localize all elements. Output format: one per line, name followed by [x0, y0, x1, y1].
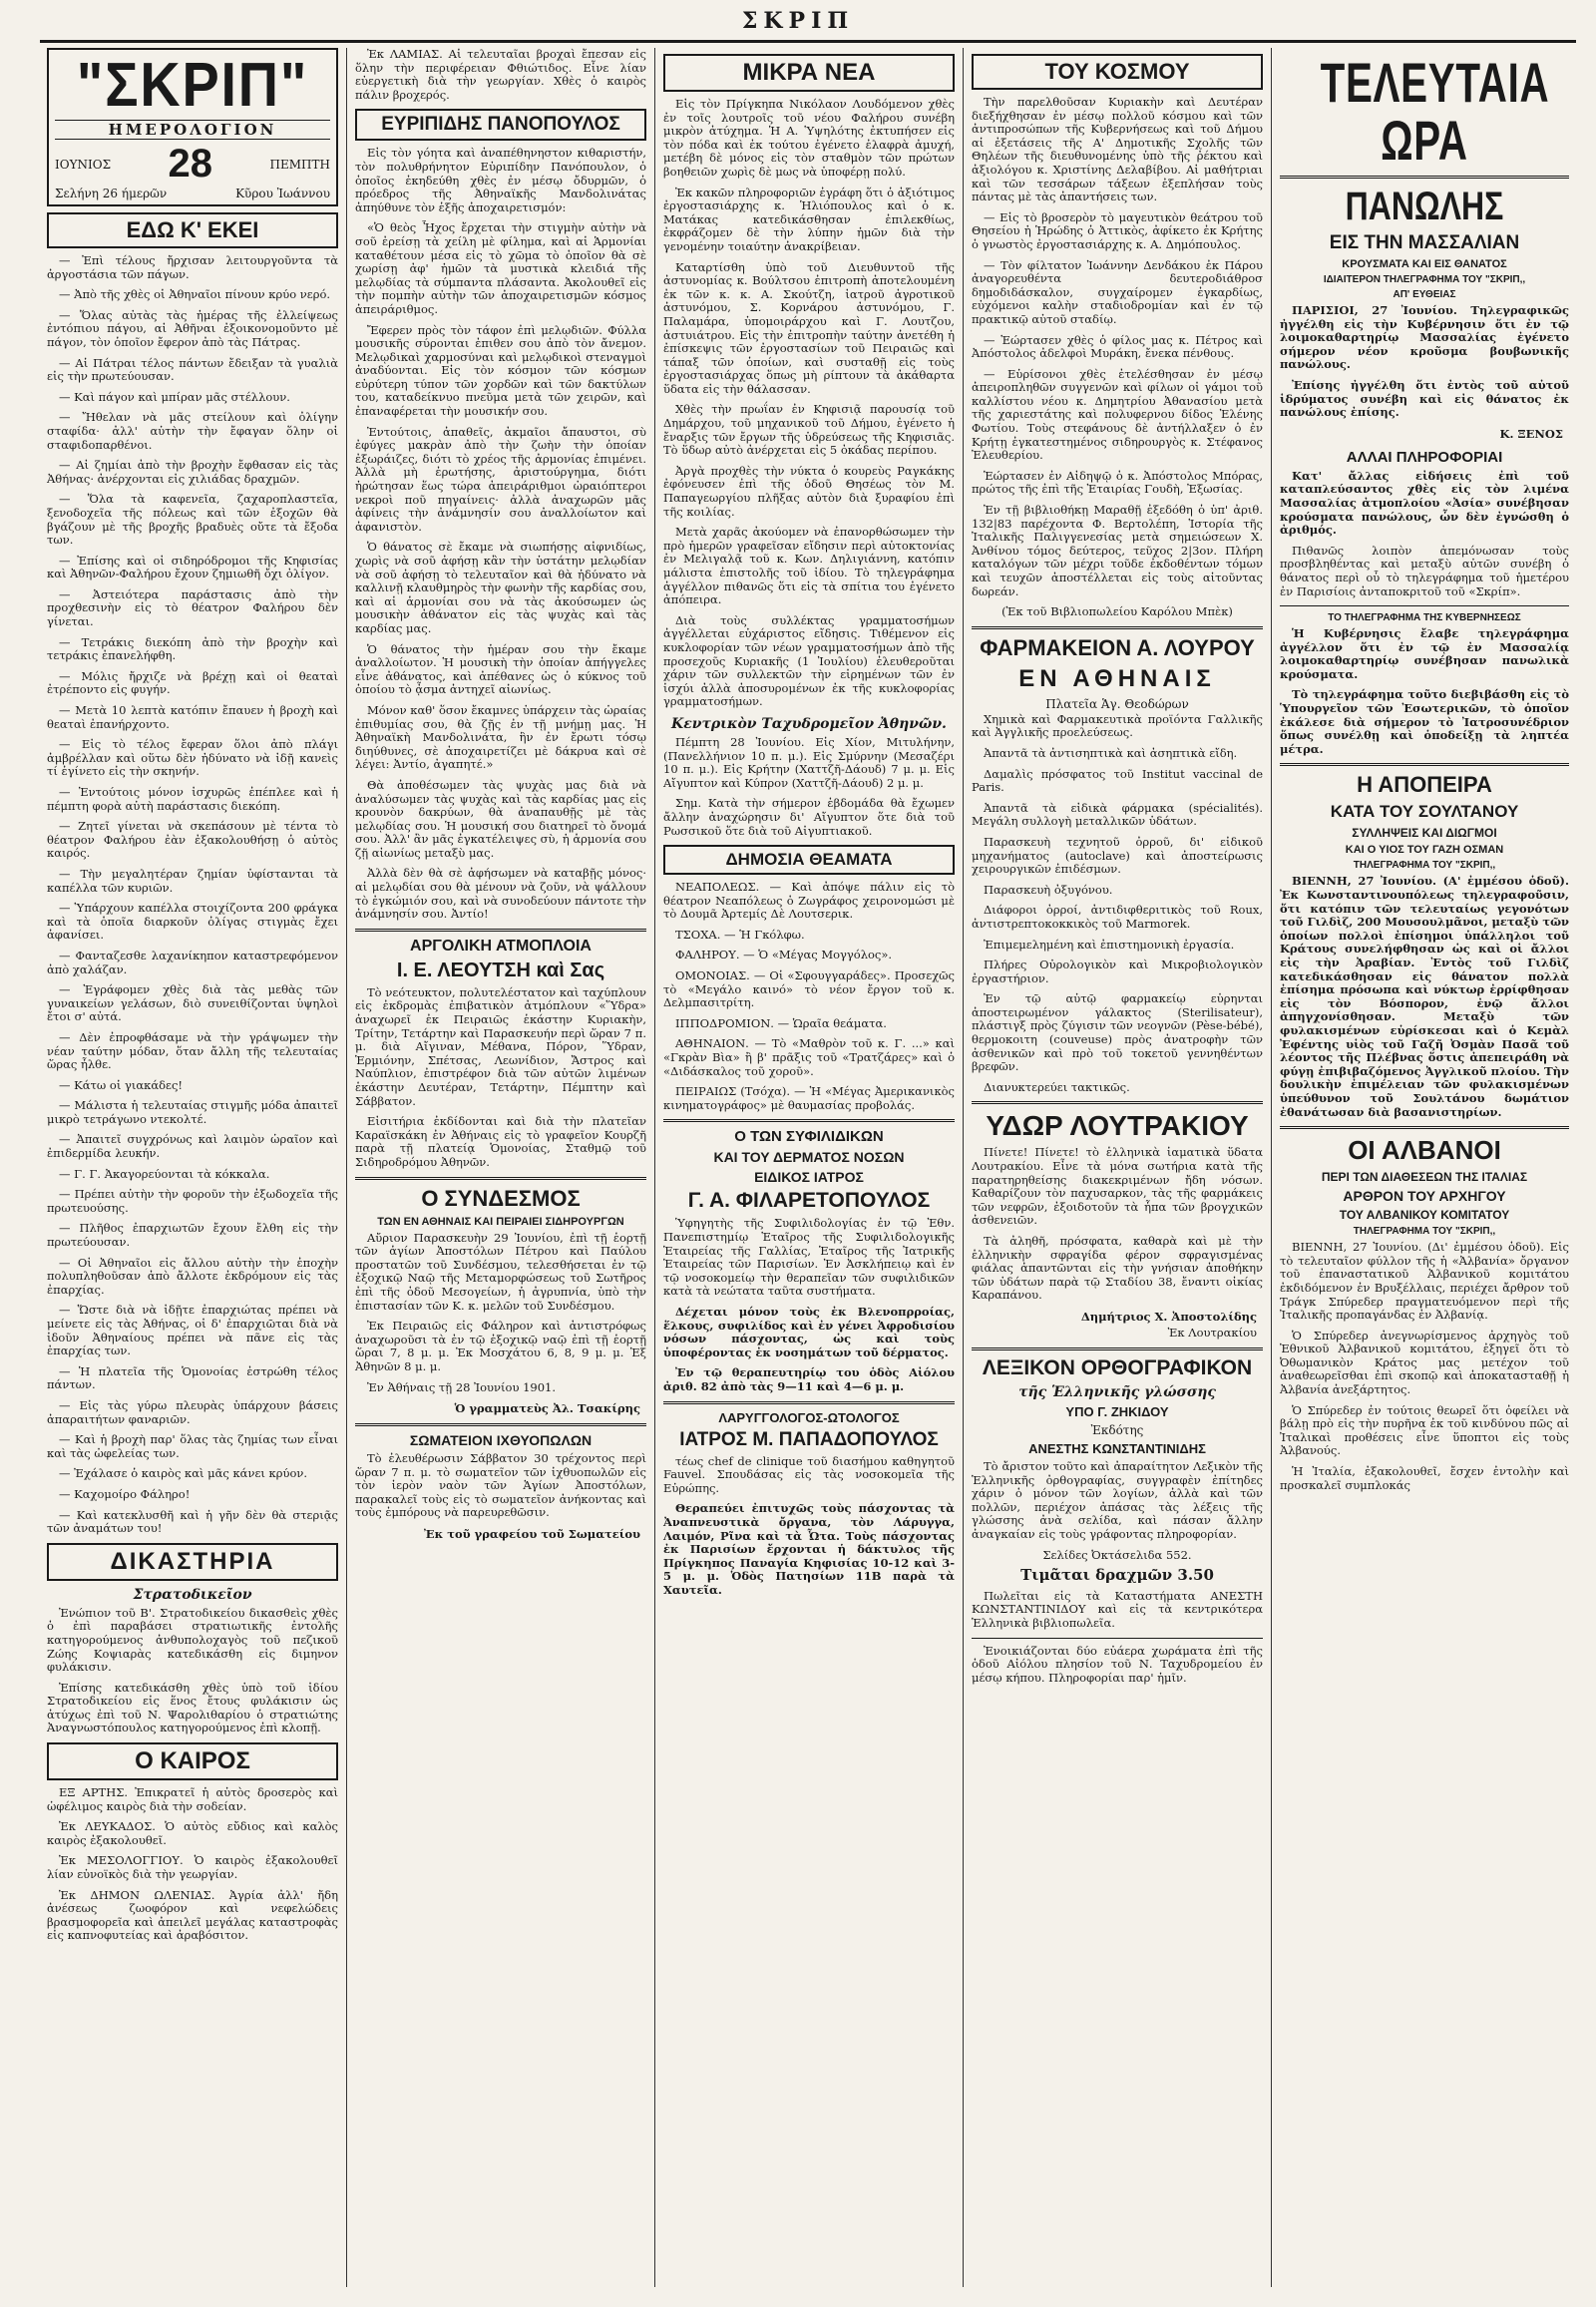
masthead-title: "ΣΚΡΙΠ" [76, 51, 309, 120]
running-head: ΣΚΡΙΠ [741, 8, 855, 34]
ad-heading: Ο ΣΥΝΔΕΣΜΟΣ [421, 1185, 581, 1211]
paragraph: — Ἡ πλατεῖα τῆς Ὁμονοίας ἐστρώθη τέλος πάντων. [47, 1363, 338, 1392]
paragraph: Ἐν τῷ θεραπευτηρίῳ του ὁδὸς Αἰόλου ἀριθ. 82 ἀπὸ τὰς 9—11 καὶ 4—6 μ. μ. [663, 1365, 955, 1393]
headline-sub: ΣΥΛΛΗΨΕΙΣ ΚΑΙ ΔΙΩΓΜΟΙ [1352, 826, 1497, 841]
divider [355, 1177, 646, 1180]
ad-heading: Ο ΤΩΝ ΣΥΦΙΛΙΔΙΚΩΝ [734, 1128, 884, 1146]
paragraph: Αὔριον Παρασκευὴν 29 Ἰουνίου, ἐπὶ τῇ ἑορτῇ τῶν ἁγίων Ἀποστόλων Πέτρου καὶ Παύλου προστατῶν τοῦ Συνδέσμου, τελεσθήσεται ἐν τῷ ἐξοχικῷ Ναῷ τῆς Μεταμορφώσεως τοῦ Σωτῆρος ἐπὶ τῆς ὁδοῦ Μεσογείων, ἡ ἀγρυπνία, ὑπὸ τὴν ἐπιστασίαν τῶν Κ. κ. μελῶν τοῦ Συνδέσμου. [355, 1230, 646, 1313]
ad-heading: ΛΕΞΙΚΟΝ ΟΡΘΟΓΡΑΦΙΚΟΝ [982, 1355, 1253, 1379]
section-subheading: Κεντρικὸν Ταχυδρομεῖον Ἀθηνῶν. [671, 715, 947, 732]
paragraph: Τὸ νεότευκτον, πολυτελέστατον καὶ ταχύπλουν εἰς ἐκδρομὰς ἐπιβατικὸν ἀτμόπλουν «Ὕδρα» ἀναχωρεῖ ἐκ Πειραιῶς ἑκάστην Κυριακὴν, Τρίτην, Τετάρτην καὶ Παρασκευήν περὶ ὥραν 7 π. μ. διὰ Αἴγιναν, Μέθανα, Πόρον, Ὕδραν, Ἑρμιόνην, Σπέτσας, Λεωνίδιον, Ἄστρος καὶ Ναύπλιον, ἐπιστρέφον διὰ τῶν αὐτῶν λιμένων ἑκάστην Δευτέραν, Τετάρτην, Πέμπτην καὶ Σάββατον. [355, 984, 646, 1108]
headline: Η ΑΠΟΠΕΙΡΑ [1357, 772, 1492, 798]
paragraph: Ἔφερεν πρὸς τὸν τάφον ἐπὶ μελῳδιῶν. Φύλλα μουσικῆς σύρονται ἐπιθεν σου ἀπὸ τὸν ἄνεμον. Μελῳδικαὶ χαρμοσύναι καὶ μελῳδικοὶ στεναγμοὶ ἀναδύονται. Εἰς τὸν κόσμον τῶν κόσμων εὐρύτερη τύπον τῶν χορδῶν καὶ τῶν δακτύλων του, καταδείκνυο πνεῦμα μετὰ τῶν χειρῶν, καὶ ἐπαναφέρεται τὴν μουσικήν σου. [355, 322, 646, 419]
section-subheading: Στρατοδικεῖον [133, 1586, 252, 1603]
ad-heading: ΛΑΡΥΓΓΟΛΟΓΟΣ-ΩΤΟΛΟΓΟΣ [718, 1409, 900, 1425]
paragraph: Τὴν παρελθοῦσαν Κυριακὴν καὶ Δευτέραν διεξήχθησαν ἐν μέσῳ πολλοῦ κόσμου καὶ τῶν ἀντιπροσώπων τῆς Κυβερνήσεως καὶ τοῦ Δήμου αἱ ἐξετάσεις τῆς Α' Δημοτικῆς Σχολῆς τῶν Θηλέων τῆς διευθυνομένης ὑπὸ τῆς ῥέκτου καὶ ἀξιολόγου κ. Χριστίνης Δελαβίβου. Αἱ μαθήτριαι καὶ τῶν τεσσάρων τάξεων ἐξεπλήσαν τοὺς πάντας μὲ τὰς ἀπαντήσεις των. [972, 95, 1263, 204]
paragraph: Ἀπαντᾶ τὰ εἰδικὰ φάρμακα (spécialités). Μεγάλη συλλογὴ μεταλλικῶν ὑδάτων. [972, 800, 1263, 829]
paragraph: Χημικὰ καὶ Φαρμακευτικὰ προϊόντα Γαλλικῆς καὶ Ἀγγλικῆς προελεύσεως. [972, 711, 1263, 740]
section-heading: ΤΟΥ ΚΟΣΜΟΥ [972, 54, 1263, 90]
paragraph: Θεραπεύει ἐπιτυχῶς τοὺς πάσχοντας τὰ Ἀναπνευστικὰ ὄργανα, τὸν Λάρυγγα, Λαιμόν, Ρῖνα καὶ τὰ Ὦτα. Τοὺς πάσχοντας ἐκ Παρισίων ἔρχονται ἡ δάκτυλος τῆς Πρίγκηπος Παναγία Κηφισίας 10-12 καὶ 3-5 μ. μ. Ὁδὸς Πατησίων 11Β παρὰ τὰ Χαυτεῖα. [663, 1501, 955, 1597]
signature: Ὁ γραμματεὺς Ἀλ. Τσακίρης [454, 1401, 640, 1416]
paragraph: Ἐκ ΛΕΥΚΑΔΟΣ. Ὁ αὐτὸς εὔδιος καὶ καλὸς καιρὸς ἐξακολουθεῖ. [47, 1819, 338, 1847]
paragraph: Ἀπαντᾶ τὰ ἀντισηπτικὰ καὶ ἀσηπτικὰ εἴδη. [984, 745, 1238, 760]
paragraph: Ὁ θάνατος τὴν ἡμέραν σου τὴν ἔκαμε ἀναλλοίωτον. Ἡ μουσικὴ τὴν ὁποίαν ἀπήγγελες εἶνε ἀθάνατος, καὶ ἀπέθανες ὡς ὁ κύκνος τοῦ ὁποίου τὸ ᾆσμα ἀντηχεῖ αἰωνίως. [355, 641, 646, 697]
paragraph: «Ὁ θεὸς Ἦχος ἔρχεται τὴν στιγμὴν αὐτὴν νὰ σοῦ ἐρείσῃ τὰ χείλη μὲ φίλημα, καὶ αἱ Ἁρμονίαι καταθέτουν μέσα εἰς τὸ χῶμα τὸ ὁποῖον θὰ σὲ χωρίσῃ ἀφ' ἡμῶν τὰ μυστικὰ κλειδιά τῆς μελῳδίας τὰ σύμπαντα πλάσαντα. Ἀκολουθεῖ εἰς τὴν πομπὴν αὐτὴν τῶν ἀποχαιρετισμῶν κόσμος ἀπειράριθμος. [355, 220, 646, 316]
headline-sub: ΠΕΡΙ ΤΩΝ ΔΙΑΘΕΣΕΩΝ ΤΗΣ ΙΤΑΛΙΑΣ [1321, 1170, 1528, 1185]
paragraph: Παρασκευὴ τεχνητοῦ ὀρροῦ, δι' εἰδικοῦ μηχανήματος (autoclave) καὶ ἀποστείρωσις χειρουργικῶν ἐπιδέσμων. [972, 834, 1263, 877]
signature-location: Ἐκ Λουτρακίου [1167, 1325, 1257, 1340]
paragraph: — Ἀπαιτεῖ συγχρόνως καὶ λαιμὸν ὡραῖον καὶ ἐπιδερμίδα λευκήν. [47, 1132, 338, 1161]
ad-heading: Γ. Α. ΦΙΛΑΡΕΤΟΠΟΥΛΟΣ [687, 1189, 931, 1213]
paragraph: ΙΠΠΟΔΡΟΜΙΟΝ. — Ὡραῖα θεάματα. [675, 1015, 887, 1030]
headline-sub: ΚΑΤΑ ΤΟΥ ΣΟΥΛΤΑΝΟΥ [1330, 802, 1519, 822]
subheading: ΑΛΛΑΙ ΠΛΗΡΟΦΟΡΙΑΙ [1346, 448, 1503, 466]
paragraph: Ἐκ ΛΑΜΙΑΣ. Αἱ τελευταῖαι βροχαὶ ἔπεσαν εἰς ὅλην τὴν περιφέρειαν Φθιώτιδος. Εἶνε λίαν εὐεργετικὴ διὰ τὴν γεωργίαν. Χθὲς ὁ καιρὸς πάλιν βροχερός. [355, 48, 646, 102]
column-1 [40, 48, 345, 2287]
paragraph: ΒΙΕΝΝΗ, 27 Ἰουνίου. (Δι' ἐμμέσου ὁδοῦ). Εἰς τὸ τελευταῖον φύλλον τῆς ἡ «Ἀλβανία» ὄργανον τοῦ ἐπαναστατικοῦ Ἀλβανικοῦ κομιτάτου ἐκδιδόμενον ἐν Βρυξέλλαις, περιέχει ἄρθρον τοῦ Τράγκ Σπύρεδερ πραγματευόμενον περὶ τῆς Ἰταλικῆς προπαγάνδας ἐν Ἀλβανίᾳ. [1280, 1240, 1569, 1323]
headline-sub: ΤΟΥ ΑΛΒΑΝΙΚΟΥ ΚΟΜΙΤΑΤΟΥ [1339, 1208, 1510, 1223]
paragraph: ΤΣΟΧΑ. — Ἡ Γκόλφω. [675, 927, 805, 942]
paragraph: Μόνον καθ' ὅσον ἔκαμνες ὑπάρχειν τὰς ὡραίας ἐπιθυμίας σου, θὰ ζῇς ἐν τῇ μνήμῃ μας. Ἡ Ἀθηναϊκὴ Μανδολινάτα, ἣν ἐν ἔρωτι τόσῳ διηύθυνες, σὲ ἀποχαιρετίζει μὲ δάκρυα καὶ σὲ λέγει: Ἀντίο, ἀγαπητέ.» [355, 702, 646, 772]
ad-heading: ΕΝ ΑΘΗΝΑΙΣ [1018, 664, 1216, 692]
paragraph: — Ὅλας αὐτὰς τὰς ἡμέρας τῆς ἐλλείψεως ἐντόπιου πάγου, αἱ Ἀθῆναι ἐξοικονομοῦντο μὲ πάγον, τὸν ὁποῖον ἔφερον ἀπὸ τὰς Πάτρας. [47, 307, 338, 349]
column-4 [965, 48, 1270, 2287]
paragraph: Διάφοροι ὀρροί, ἀντιδιφθεριτικὸς τοῦ Roux, ἀντιστρεπτοκοκκικὸς τοῦ Marmorek. [972, 903, 1263, 931]
paragraph: ΦΑΛΗΡΟΥ. — Ὁ «Μέγας Μογγόλος». [675, 948, 893, 962]
signature: Ἐκ τοῦ γραφείου τοῦ Σωματείου [424, 1527, 640, 1542]
paragraph: — Ὅλα τὰ καφενεῖα, ζαχαροπλαστεῖα, ξενοδοχεῖα τῆς πόλεως καὶ τῶν ἐξοχῶν θὰ βγάζουν μὲ τῆς βροχῆς βραδυὲς οὔτε τὰ ἔξοδα των. [47, 492, 338, 548]
paragraph: — Πρέπει αὐτὴν τὴν φοροῦν τὴν ἐξωδοχεῖα τῆς πρωτευούσης. [47, 1187, 338, 1215]
paragraph: (Ἐκ τοῦ Βιβλιοπωλείου Καρόλου Μπὲκ) [1001, 604, 1233, 619]
ad-address: Πλατεῖα Ἁγ. Θεοδώρων [1045, 696, 1189, 711]
ad-heading: ΥΔΩΡ ΛΟΥΤΡΑΚΙΟΥ [986, 1110, 1249, 1142]
paragraph: Ἡ Ἰταλία, ἐξακολουθεῖ, ἔσχεν ἐντολὴν καὶ προσκαλεῖ συμπλοκάς [1280, 1464, 1569, 1492]
masthead-dateline [55, 142, 330, 187]
paragraph: Ἐκ κακῶν πληροφοριῶν ἐγράφη ὅτι ὁ ἀξιότιμος ἐργοστασιάρχης κ. Ἡλιόπουλος καὶ ὁ κ. Ματάκας κατεδικάσθησαν ἐπιλεκθίως, ἐκφράζομεν δὲ τὴν λύπην ἡμῶν διὰ τὴν γενομένην τοιαύτην ἀνακρίβειαν. [663, 185, 955, 253]
paragraph: — Καχομοίρο Φάληρο! [59, 1486, 191, 1501]
divider [972, 1638, 1263, 1639]
ad-subheading: τῆς Ἑλληνικῆς γλώσσης [1018, 1383, 1216, 1400]
paragraph: ΠΕΙΡΑΙΩΣ (Τσόχα). — Ἡ «Μέγας Ἀμερικανικὸς κινηματογράφος» μὲ θαυμασίας προβολάς. [663, 1084, 955, 1112]
paragraph: Ἐπίσης κατεδικάσθη χθὲς ὑπὸ τοῦ ἰδίου Στρατοδικείου εἰς ἕνος ἔτους φυλάκισιν ὡς ἀτύχως ἐπὶ τοῦ Ν. Ψαρολιθαρίου ὁ στρατιώτης Ἀναγνωστόπουλος κατηγορούμενος ἐπὶ κλοπῇ. [47, 1680, 338, 1735]
paragraph: Πίνετε! Πίνετε! τὸ ἑλληνικὰ ἰαματικὰ ὕδατα Λουτρακίου. Εἶνε τὰ μόνα σωτήρια κατὰ τῆς παρατηρηθείσης διακεκριμένων ἤδη νόσων. Καθαρίζουν τὸν παχυσαρκον, τὰς τῆς φαρμάκεις τῶν νεφρῶν, ἐξοιδοτοῦν τὰ ἧπα τῶν βρογχικῶν ἀσθενειῶν. [972, 1145, 1263, 1228]
paragraph: — Ἑώρτασεν χθὲς ὁ φίλος μας κ. Πέτρος καὶ Ἀπόστολος ἀδελφοὶ Μυράκη, ἔνεκα πένθους. [972, 332, 1263, 361]
paragraph: — Αἱ Πάτραι τέλος πάντων ἔδειξαν τὰ γυαλιὰ εἰς τὴν πρωτεύουσαν. [47, 355, 338, 384]
paragraph: Ἐνοικιάζονται δύο εὐάερα χωράματα ἐπὶ τῆς ὁδοῦ Αἰόλου πλησίον τοῦ Ν. Ταχυδρομείου ἐν μέσῳ κήπου. Πληροφορίαι παρ' ἡμῖν. [972, 1643, 1263, 1685]
ad-heading: ΙΑΤΡΟΣ Μ. ΠΑΠΑΔΟΠΟΥΛΟΣ [679, 1428, 939, 1450]
paragraph: — Αἱ ζημίαι ἀπὸ τὴν βροχὴν ἔφθασαν εἰς τὰς Ἀθήνας· ἀνέρχονται εἰς χιλιάδας δραχμῶν. [47, 458, 338, 486]
paragraph: — Γ. Γ. Ἀκαγορεύονται τὰ κόκκαλα. [59, 1166, 270, 1181]
page-top-rule [40, 40, 1576, 43]
paragraph: Εἰς τὸν Πρίγκηπα Νικόλαον Λουδόμενον χθὲς ἐν τοῖς λουτροῖς τοῦ νέου Φαλήρου συνέβη μικρὸν ἀτύχημα. Ἡ Α. Ὑψηλότης ἐκτυπήσεν εἰς τὸν πόδα καὶ ἐκ τούτου ἐγένετο ἐλαφρὰ ἀμυχή, μετέβη δὲ μόνος εἰς τὸν σταθμὸν τῶν πρώτων βοηθειῶν χωρὶς δὲ μως νὰ ὑποφέρῃ πολύ. [663, 97, 955, 179]
paragraph: ΟΜΟΝΟΙΑΣ. — Οἱ «Σφουγγαράδες». Προσεχῶς τὸ «Μεγάλο καινό» τὸ νέον ἔργον τοῦ κ. Δελμπασιτρίτη. [663, 968, 955, 1010]
paragraph: Πωλεῖται εἰς τὰ Καταστήματα ΑΝΕΣΤΗ ΚΩΝΣΤΑΝΤΙΝΙΔΟΥ καὶ εἰς τὰ κεντρικότερα Ἑλληνικὰ βιβλιοπωλεῖα. [972, 1588, 1263, 1630]
paragraph: Πέμπτη 28 Ἰουνίου. Εἰς Χίον, Μιτυλήνην, (Πανελλήνιον 10 π. μ.). Εἰς Σμύρνην (Μεσαζέρι 10 π. μ.). Εἰς Κρήτην (Χαττζῆ-Δάουδ) 7 μ. μ. Εἰς Αἴγυπτον καὶ Κύπρον (Χαττζῆ-Δάουδ) 2 μ. μ. [663, 734, 955, 790]
paragraph: — Δὲν ἐπροφθάσαμε νὰ τὴν γράψωμεν τὴν νέαν ταύτην μόδαν, ὅταν ἄλλη τῆς τελευταίας ὥρας ἦλθε. [47, 1029, 338, 1072]
paragraph: — Ἐπίσης καὶ οἱ σιδηρόδρομοι τῆς Κηφισίας καὶ Ἀθηνῶν-Φαλήρου ἔχουν ζημιωθῆ ὄχι ὀλίγον. [47, 553, 338, 581]
paragraph: Τὰ ἀληθῆ, πρόσφατα, καθαρὰ καὶ μὲ τὴν ἑλληνικὴν σφραγίδα φέρον σφραγισμένας φιάλας ἀπαντῶνται εἰς τὴν γνήσιαν ἀποθήκην τῶν ὑδάτων παρὰ τῷ Σταδίου 38, ἔναντι οἰκίας Καραπάνου. [972, 1234, 1263, 1303]
headline-sub: ΙΔΙΑΙΤΕΡΟΝ ΤΗΛΕΓΡΑΦΗΜΑ ΤΟΥ "ΣΚΡΙΠ,, [1323, 274, 1526, 285]
paragraph: Ἐν τῷ αὐτῷ φαρμακείῳ εὑρηνται ἀποστειρωμένον γάλακτος (Sterilisateur), πλάστιγξ πρὸς ζύγισιν τῶν νεογνῶν (Pèse-bébé), θερμοκοιτη (couveuse) πρὸς ἀνατροφὴν τῶν ἀσθενικῶν καὶ πρὸ τοῦ τοκετοῦ γεννηθέντων βρεφῶν. [972, 991, 1263, 1074]
paragraph: Ἡ Κυβέρνησις ἔλαβε τηλεγράφημα ἀγγέλλον ὅτι ἐν τῷ ἐν Μασσαλίᾳ λοιμοκαθαρτηρίῳ συνέβησαν πανωλικὰ κρούσματα. [1280, 626, 1569, 681]
paragraph: — Εἰς τὰς γύρω πλευρὰς ὑπάρχουν βάσεις ἀπαραιτήτων φαναριῶν. [47, 1397, 338, 1426]
paragraph: — Ἐντούτοις μόνον ἰσχυρῶς ἐπέπλεε καὶ ἡ πέμπτη φορὰ αὐτὴ παράστασις διεκόπη. [47, 785, 338, 813]
section-heading: ΕΥΡΙΠΙΔΗΣ ΠΑΝΟΠΟΥΛΟΣ [355, 109, 646, 141]
ad-heading: ΚΑΙ ΤΟΥ ΔΕΡΜΑΤΟΣ ΝΟΣΩΝ [713, 1149, 905, 1166]
section-heading: Ο ΚΑΙΡΟΣ [47, 1742, 338, 1780]
paragraph: Ὁ θάνατος σὲ ἔκαμε νὰ σιωπήσῃς αἰφνιδίως, χωρὶς νὰ σοῦ ἀφήσῃ κἂν τὴν ὑστάτην μελῳδίαν νὰ σοῦ ἀφήσῃ τὸ τελευταῖον καὶ θὰ ἠδύνατο νὰ καλλινῇ κλαυθμηρὸς τὴν φωνὴν τῆς καρδίας σου, καὶ αἱ ἁρμονίαι σου νὰ τὰς ἀκούσωμεν ὡς μουσικὴν ἀθάνατον εἰς τὰς ψυχὰς καὶ τὰς καρδίας μας. [355, 540, 646, 635]
paragraph: Θὰ ἀποθέσωμεν τὰς ψυχὰς μας διὰ νὰ ἀναλύσωμεν τὰς ψυχὰς καὶ τὰς καρδίας μας εἰς κρουνὸν δακρύων, θὰ ἀναπαυθῇς μὲ τὰς μελῳδίας σου. Ἡ μουσική σου διατηρεῖ τὸ ὄνομά σου. Ἀλλ' ἂν μᾶς ἐγκατέλειψες σὺ, ἡ ἁρμονία σου ζῇ αἰωνίως μεταξὺ μας. [355, 777, 646, 860]
paragraph: τέως chef de clinique τοῦ διασήμου καθηγητοῦ Fauvel. Σπουδάσας εἰς τὰς νοσοκομεῖα τῆς Εὐρώπης. [663, 1453, 955, 1495]
section-heading: ΕΔΩ Κ' ΕΚΕΙ [47, 212, 338, 248]
ad-heading: ΦΑΡΜΑΚΕΙΟΝ Α. ΛΟΥΡΟΥ [980, 634, 1255, 660]
paragraph: Ἐνώπιον τοῦ Β'. Στρατοδικείου δικασθεὶς χθὲς ὁ ἐπὶ παραβάσει στρατιωτικῆς ἐντολῆς κατηγορούμενος ἀνθυπολοχαγὸς τοῦ πεζικοῦ Ζώης Κοψιαρὰς κατεδικάσθη εἰς διμηνον φυλάκισιν. [47, 1605, 338, 1675]
masthead-moon: Σελήνη 26 ήμερῶν [55, 187, 168, 200]
paragraph: Ὁ Σπύρεδερ ἀνεγνωρίσμενος ἀρχηγὸς τοῦ Ἐθνικοῦ Ἀλβανικοῦ κομιτάτου, ἐξηγεῖ ὅτι τὸ Ὀθωμανικὸν Κράτος μας μετέχον τοῦ ἀναθεωρεῖσθαι ἐπὶ σκοπῷ καὶ ἀποκατασταθῇ ἡ Ἀλβανία ἀνεξάρτητος. [1280, 1328, 1569, 1397]
paragraph: — Ἐχάλασε ὁ καιρὸς καὶ μᾶς κάνει κρύον. [59, 1466, 308, 1481]
paragraph: Μετὰ χαρᾶς ἀκούομεν νὰ ἐπανορθώσωμεν τὴν πρὸ ἡμερῶν γραφεῖσαν εἴδησιν περὶ αὐτοκτονίας ἐν Μελιγαλᾷ τοῦ κ. Κων. Δηλιγιάννη, κατόπιν μάλιστα ἐπιστολῆς τοῦ ἰδίου. Τὸ τηλεγράφημα ἀγγέλλον πιθανῶς ὅτι εἰς τὰ σπίτια του ἐγένετο ἀπόπειρα. [663, 525, 955, 607]
paragraph: — Ὥστε διὰ νὰ ἰδῇτε ἐπαρχιώτας πρέπει νὰ μείνετε εἰς τὰς Ἀθήνας, οἱ δ' ἐπαρχιῶται διὰ νὰ ἰδοῦν Ἀθηναίους πρέπει νὰ πᾶνε εἰς τὰς ἐπαρχίας των. [47, 1303, 338, 1358]
headline-sub: ΕΙΣ ΤΗΝ ΜΑΣΣΑΛΙΑΝ [1329, 232, 1520, 253]
masthead-saint: Κῦρου Ἰωάννου [235, 187, 330, 200]
paragraph: Πλήρες Οὐρολογικὸν καὶ Μικροβιολογικὸν ἐργαστήριον. [972, 958, 1263, 985]
paragraph: — Ἀπὸ τῆς χθὲς οἱ Ἀθηναῖοι πίνουν κρύο νερό. [59, 287, 331, 302]
subheading: ΤΟ ΤΗΛΕΓΡΑΦΗΜΑ ΤΗΣ ΚΥΒΕΡΝΗΣΕΩΣ [1328, 612, 1521, 624]
paragraph: ΑΘΗΝΑΙΟΝ. — Τὸ «Μαθρὸν τοῦ κ. Γ. ...» καὶ «Γκρὰν Βὶα» ἢ β' πρᾶξις τοῦ «Τρατζάρες» καὶ ὁ «Διδάσκαλος τοῦ χοροῦ». [663, 1036, 955, 1078]
column-5 [1273, 48, 1576, 2287]
divider [1280, 1126, 1569, 1129]
paragraph: — Πλῆθος ἐπαρχιωτῶν ἔχουν ἔλθη εἰς τὴν πρωτεύουσαν. [47, 1221, 338, 1250]
paragraph: Ἐν Ἀθήναις τῇ 28 Ἰουνίου 1901. [367, 1379, 557, 1394]
paragraph: Τὸ τηλεγράφημα τοῦτο διεβιβάσθη εἰς τὸ Ὑπουργεῖον τῶν Ἐσωτερικῶν, τὸ ὁποῖον ἐκάλεσε διὰ σήμερον τὸ Ἰατροσυνέδριον ὅπως συνέλθῃ καὶ ὁποδείξῃ τὰ ληπτέα μέτρα. [1280, 687, 1569, 756]
ad-heading: ΑΡΓΟΛΙΚΗ ΑΤΜΟΠΛΟΙΑ [410, 937, 592, 955]
paragraph: Σημ. Κατὰ τὴν σήμερον ἑβδομάδα θὰ ἔχωμεν ἄλλην ἀναχώρησιν δι' Αἴγυπτον ὅτε διὰ τοῦ Ρωσσικοῦ ὅτε διὰ τοῦ Αἰγυπτιακοῦ. [663, 796, 955, 838]
paragraph: — Καὶ κατεκλυσθῆ καὶ ἡ γῆν δὲν θὰ στεριᾷς τῶν ἀναμάτων του! [47, 1507, 338, 1536]
paragraph: Καταρτίσθη ὑπὸ τοῦ Διευθυντοῦ τῆς ἀστυνομίας κ. Βούλτσου ἐπιτροπὴ ἀποτελουμένη ἐκ τῶν κ. κ. Α. Σκούτζη, ἰατροῦ ἀγροτικοῦ ἀστυνόμου, Σ. Κορνάρου ἀστυνόμου, Γ. Παλαμάρα, ὑπομοιράρχου καὶ Γ. Λουτζου, ἀστυιάτρου. Εἰς τὴν ἐπιτροπὴν ταύτην ἀνετέθη ἡ ἐπίσκεψις τῶν ἐργοστασίων τοῦ Πειραιῶς καὶ τάπαξ τῶν ὁποίων, καὶ συσταθῇ εἰς τοὺς ἐργοστασιάρχας ὅπως μὴ ρίπτουν τὰ ἀκάθαρτα ὕδατα εἰς τὴν θάλασσαν. [663, 259, 955, 396]
paragraph: — Ἀστειότερα παράστασις ἀπὸ τὴν προχθεσινὴν εἰς τὸ θέατρον Φαλήρου δὲν γίνεται. [47, 586, 338, 629]
paragraph: — Μόλις ἤρχιζε νὰ βρέχῃ καὶ οἱ θεαταὶ ἐτρέποντο εἰς φυγήν. [47, 668, 338, 697]
divider [1280, 605, 1569, 606]
paragraph: — Ἤθελαν νὰ μᾶς στείλουν καὶ ὀλίγην σταφίδα· ἀλλ' αὐτὴν τὴν ἔφαγαν ὅλην οἱ σταφιδοπαρθένοι. [47, 410, 338, 452]
paragraph: — Εἰς τὸ βροσερὸν τὸ μαγευτικὸν θεάτρου τοῦ Θησείου ἡ Ἡρώδης ὁ Ἀττικὸς, ἀφίκετο ἐκ Κρήτης ὁ γνωστὸς ἐργοστασιάρχης κ. Α. Δημόπουλος. [972, 209, 1263, 251]
paragraph: — Φανταζεσθε λαχανίκηπον καταστρεφόμενον ἀπὸ χαλάζαν. [47, 948, 338, 976]
paragraph: Εἰς τὸν γόητα καὶ ἀναπέθηνηστον κιθαριστήν, τὸν πολυθρήνητον Εὐριπίδην Πανόπουλον, ὁ ὁποῖος ἐκηδεύθη χθὲς ἐν μέσῳ ὄδυρμῶν, ὁ πρόεδρος τῆς Ἀθηναϊκῆς Μανδολινάτας ἀπηύθυνε τὸν ἑξῆς ἀποχαιρετισμόν: [355, 146, 646, 214]
divider [663, 1401, 955, 1404]
paragraph: — Τὴν μεγαλητέραν ζημίαν ὑφίστανται τὰ καπέλλα τῶν κυριῶν. [47, 866, 338, 895]
paragraph: — Μάλιστα ἡ τελευταίας στιγμῆς μόδα ἀπαιτεῖ μικρὸ τετράγωνο ντεκολτέ. [47, 1098, 338, 1126]
column-rule [963, 48, 964, 2287]
paragraph: Ἐκ ΜΕΣΟΛΟΓΓΙΟΥ. Ὁ καιρὸς ἐξακολουθεῖ λίαν εὐνοϊκὸς διὰ τὴν γεωργίαν. [47, 1853, 338, 1882]
paragraph: ΒΙΕΝΝΗ, 27 Ἰουνίου. (Α' ἐμμέσου ὁδοῦ). Ἐκ Κωνσταντινουπόλεως τηλεγραφοῦσιν, ὅτι κατόπιν τῶν τελευταίως γεγονότων τοῦ Γιλδὶζ, 200 Μουσουλμᾶνοι, μεταξὺ τῶν ὁποίων πολλοὶ ἐπίσημοι ὑπάλληλοι τοῦ Κράτους συνελήφθησαν ὡς καὶ οἱ ἄλλοι εἰς τὴν Ἀραβίαν. Ἐντὸς τοῦ Γιλδὶζ κατεδικάσθησαν εἰς θάνατον πολλὰ ἐπίσημα πρόσωπα καὶ νύκτωρ ἐρρίφθησαν εἰς τὸν Βόσπορον, ἐνῷ ἄλλοι ἀπηγχονίσθησαν. Μεταξὺ τῶν φυλακισμένων εὑρίσκεσαι καὶ ὁ Κεμὰλ Ἐφέντης υἱὸς τοῦ Γαζῆ Ὀσμὰν Πασᾶ τοῦ λέοντος τῆς Πλέβνας ὅστις ἀπεπειράθη νὰ φύγῃ ἐπιβιβαζόμενος Ἀγγλικοῦ πλοίου. Τὴν δουλικὴν ἐπιμέλειαν τῶν φυλακισμένων ὑπεύθυνον τοῦ Σουλτάνου δωμάτιον ἐθανάτωσαν διὰ βασανιστηρίων. [1280, 874, 1569, 1119]
ad-subheading: ΑΝΕΣΤΗΣ ΚΩΝΣΤΑΝΤΙΝΙΔΗΣ [1028, 1440, 1206, 1456]
paragraph: Ἐκ Πειραιῶς εἰς Φάληρον καὶ ἀντιστρόφως ἀναχωροῦσι τὰ ἐν τῷ ἐξοχικῷ ναῷ ἐπὶ τῇ ἑορτῇ ὥραι 7, 8 μ. μ. Ἐκ Μοσχάτου 6, 8, 9 μ. μ. Ἐξ Ἀθηνῶν 8 μ. μ. [355, 1319, 646, 1373]
column-2 [348, 48, 653, 2287]
section-heading: ΔΙΚΑΣΤΗΡΙΑ [47, 1543, 338, 1581]
column-rule [1271, 48, 1272, 2287]
masthead-dateline-2 [55, 187, 330, 200]
paragraph: — Ἐγράφομεν χθὲς διὰ τὰς μεθὰς τῶν γυναικείων γελάσων, διὸ συνειθίζονται ὑψηλοὶ ἔτοι σ' αὐτά. [47, 982, 338, 1024]
paragraph: — Καὶ πάγον καὶ μπίραν μᾶς στέλλουν. [59, 389, 290, 404]
paragraph: Τὸ ἄριστον τοῦτο καὶ ἀπαραίτητον Λεξικὸν τῆς Ἑλληνικῆς ὀρθογραφίας, συγγραφὲν ἐπίτηδες χάριν ὁ μόνον τῶν λογίων, ἀλλὰ καὶ τῶν πολλῶν, περιέχον ἀπάσας τὰς λέξεις τῆς γλώσσης ἀνὰ σελίδα, καὶ πάσαν ἄλλην ἀναγκαίαν εἰς τοὺς γράφοντας πληροφορίαν. [972, 1458, 1263, 1541]
paragraph: ΝΕΑΠΟΛΕΩΣ. — Καὶ ἀπόψε πάλιν εἰς τὸ θέατρον Νεαπόλεως ὁ Ζωγράφος χειρονομώσι μὲ τὸ Δουμᾶ Ἀρτεμίς Δὲ Λουτσερικ. [663, 880, 955, 922]
paragraph: — Καὶ ἡ βροχὴ παρ' ὅλας τὰς ζημίας των εἶναι καὶ τὰς ὠφελείας των. [47, 1432, 338, 1460]
ad-heading: ΣΩΜΑΤΕΙΟΝ ΙΧΘΥΟΠΩΛΩΝ [409, 1432, 593, 1449]
divider [355, 929, 646, 932]
paragraph: Ἀλλὰ δὲν θὰ σὲ ἀφήσωμεν νὰ καταβῇς μόνος· αἱ μελῳδίαι σου θὰ μένουν νὰ ζοῦν, νὰ ψάλλουν τὸ ἐγκώμιόν σου, καὶ νὰ συνοδεύουν πάντοτε τὴν ἀνάμνησίν σου. Ἀντίο! [355, 866, 646, 922]
headline-sub: ΚΑΙ Ο ΥΙΟΣ ΤΟΥ ΓΑΖΗ ΟΣΜΑΝ [1345, 844, 1504, 857]
signature: Κ. ΞΕΝΟΣ [1499, 426, 1563, 441]
paragraph: — Ζητεῖ γίνεται νὰ σκεπάσουν μὲ τέντα τὸ θέατρον Φαλήρου ἐὰν ἐξακολουθήσῃ ὁ αὐτὸς καιρός. [47, 819, 338, 861]
paragraph: — Εὑρίσονοι χθὲς ἐτελέσθησαν ἐν μέσῳ ἀπειροπληθῶν συγγενῶν καὶ φίλων οἱ γάμοι τοῦ καλλίστου νέου κ. Δημητρίου Ἀθανασίου μετὰ τῆς χαριεστάτης καὶ πολυφερνου δίδος Ἑλένης Φωτίου. Τοὺς στεφάνους δὲ ἀντήλλαξεν ὁ ἐν Κρήτῃ ἐγκατεστημένος σιδηρουργὸς κ. Στέφανος Ἐλευθερίου. [972, 366, 1263, 463]
paragraph: Διανυκτερεύει τακτικῶς. [984, 1079, 1130, 1094]
masthead-day: 28 [168, 142, 213, 186]
paragraph: Ἐπίσης ἠγγέλθη ὅτι ἐντὸς τοῦ αὐτοῦ ἱδρύματος συνέβη καὶ εἰς θάνατος ἐκ πανώλους ἐπίσης. [1280, 377, 1569, 420]
paragraph: Ἀργὰ προχθὲς τὴν νύκτα ὁ κουρεὺς Ραγκάκης ἐφόνευσεν ἐπὶ τῆς ὁδοῦ Θησέως τὸν Μ. Παπαγεωργίου πλῆξας αὐτὸν διὰ ξυραφίου ἐπὶ τῆς κοιλίας. [663, 463, 955, 519]
headline: ΟΙ ΑΛΒΑΝΟΙ [1348, 1135, 1501, 1166]
headline-sub: ΤΗΛΕΓΡΑΦΗΜΑ ΤΟΥ "ΣΚΡΙΠ,, [1353, 1226, 1496, 1238]
masthead-weekday: ΠΕΜΠΤΗ [269, 157, 330, 172]
column-rule [654, 48, 655, 2287]
ad-subheading: ΤΩΝ ΕΝ ΑΘΗΝΑΙΣ ΚΑΙ ΠΕΙΡΑΙΕΙ ΣΙΔΗΡΟΥΡΓΩΝ [377, 1215, 624, 1228]
column-rule [346, 48, 347, 2287]
divider [1280, 176, 1569, 179]
divider [663, 1119, 955, 1122]
paragraph: Ἐκ ΔΗΜΟΝ ΩΛΕΝΙΑΣ. Ἀγρία ἀλλ' ἤδη ἀνέσεως ζωοφόρον καὶ νεφελώδεις βρασμοφορεῖα καὶ ἀπειλεῖ μεγάλας καταστροφὰς εἰς καπνοφυτείας καὶ ἀραβόσιτον. [47, 1887, 338, 1943]
paragraph: Παρασκευὴ ὀξυγόνου. [984, 882, 1113, 897]
breaking-news-heading: ΤΕΛΕΥΤΑΙΑ ΩΡΑ [1320, 51, 1550, 172]
paragraph: Ἐντούτοις, ἀπαθεῖς, ἀκμαῖοι ἄπαυστοι, σὺ ἐφύγες μακρὰν ἀπὸ τὴν ζωὴν τὴν ὁποίαν ἐξωράιζες, διότι τὸ χρέος τῆς ἀρμονίας ἐπιμένει. Ἀλλὰ μὴ ἐρωτήσης, ἀριστούργημα, διότι ἠρώτησαν ἕως τώρα ἀπειράριθμοι ὡραιόπτεροι νεκροὶ ποῦ πηγαίνεις· ἀλλὰ ἀναχωρῶν μᾶς ἀφίνεις τὴν ἀνάμνησίν σου ἀναλλοίωτον καὶ ἀφανιστὸν. [355, 424, 646, 534]
divider [1280, 763, 1569, 766]
divider [972, 1101, 1263, 1104]
paragraph: — Ὑπάρχουν καπέλλα στοιχίζοντα 200 φράγκα καὶ τὰ ὁποῖα διαρκοῦν ὀλίγας στιγμὰς ἔχει ἀφανίσει. [47, 901, 338, 943]
price: Τιμᾶται δραχμῶν 3.50 [1020, 1566, 1214, 1585]
section-heading: ΔΗΜΟΣΙΑ ΘΕΑΜΑΤΑ [663, 845, 955, 875]
paragraph: Εἰσιτήρια ἐκδίδονται καὶ διὰ τὴν πλατεῖαν Καραϊσκάκη ἐν Ἀθήναις εἰς τὸ γραφεῖον Κουρζῆ παρὰ τῇ πλατείᾳ Ὁμονοίας, Σταθμῷ τοῦ Σιδηροδρόμου Ἀθηνῶν. [355, 1114, 646, 1169]
paragraph: Κατ' ἄλλας εἰδήσεις ἐπὶ τοῦ καταπλεύσαντος χθὲς εἰς τὸν λιμένα Μασσαλίας ἀτμοπλοίου «Ἀσία» συνέβησαν κρούσματα πανώλους, ὧν δὲν ἐγνώσθη ὁ ἀριθμός. [1280, 468, 1569, 538]
paragraph: — Κάτω οἱ γιακάδες! [59, 1077, 184, 1092]
ad-subheading: ΥΠΟ Γ. ΖΗΚΙΔΟΥ [1065, 1403, 1169, 1419]
headline-sub: ΤΗΛΕΓΡΑΦΗΜΑ ΤΟΥ "ΣΚΡΙΠ,, [1353, 860, 1496, 872]
paragraph: Ὑφηγητὴς τῆς Συφιλιδολογίας ἐν τῷ Ἐθν. Πανεπιστημίῳ Ἑταῖρος τῆς Συφιλιδολογικῆς Ἑταιρείας τῆς Γαλλίας, Ἑταῖρος τῆς Ἰατρικῆς Ἑταιρείας τῶν Παρισίων. Ἐν Ἀσκλήπειῳ καὶ ἐν τῷ νοσοκομείῳ τὴν θεραπεῖαν τῶν συφιλιδικῶν κατὰ τὰ νεώτατα ταῦτα συστήματα. [663, 1216, 955, 1299]
paragraph: Ἐν τῇ βιβλιοθήκῃ Μαραθῇ ἐξεδόθη ὁ ὑπ' ἀριθ. 132|83 παρέχοντα Φ. Βερτολέπη, Ἱστορία τῆς Ἰταλικῆς Παλιγγενεσίας μετὰ σημειώσεων Χ. Ἀνθίνου τόμος δεύτερος, τεῦχος 2|3ον. Πλήρη καταλόγων τῶν μέχρι τοῦδε ἐκδοθέντων τόμων καὶ τευχῶν ἀποστέλλεται εἰς τοὺς αἰτοῦντας δωρεάν. [972, 503, 1263, 598]
paragraph: Ἑώρτασεν ἐν Αἰδηψῷ ὁ κ. Ἀπόστολος Μπόρας, πρώτος τῆς ἐπὶ τῆς Ἑταιρίας Γουδὴ, Ἐξωσίας. [972, 468, 1263, 497]
section-heading: ΜΙΚΡΑ ΝΕΑ [663, 54, 955, 92]
column-3 [656, 48, 962, 2287]
paragraph: — Τὸν φίλτατον Ἰωάννην Δενδάκου ἐκ Πάρου ἀναγορευθέντα δευτεροδιάθροσ δημοδιδάσκαλον, συγχαίρομεν ἐγκαρδίως, εὐχόμενοι καλὴν σταδιοδρομίαν καὶ ἐν τῷ πρακτικῷ αὐτοῦ σταδίῳ. [972, 257, 1263, 326]
paragraph: Δέχεται μόνον τοὺς ἐκ Βλενοπρροίας, ἕλκους, συφιλίδος καὶ ἐν γένει Ἀφροδισίου νόσων πάσχοντας, ὡς καὶ τοὺς ὑποφέροντας ἐκ νοσημάτων τοῦ δέρματος. [663, 1304, 955, 1359]
ad-heading: Ι. Ε. ΛΕΟΥΤΣΗ καὶ Σας [396, 959, 605, 981]
headline-sub: ΚΡΟΥΣΜΑΤΑ ΚΑΙ ΕΙΣ ΘΑΝΑΤΟΣ [1342, 258, 1507, 270]
paragraph: Σελίδες Ὀκτάσελιδα 552. [1042, 1547, 1192, 1562]
paragraph: — Τετράκις διεκόπη ἀπὸ τὴν βροχὴν καὶ τετράκις ἐπανελήφθη. [47, 634, 338, 663]
headline: ΠΑΝΩΛΗΣ [1345, 185, 1504, 228]
masthead [47, 48, 338, 206]
masthead-subtitle: ΗΜΕΡΟΛΟΓΙΟΝ [55, 120, 330, 140]
paragraph: Πιθανῶς λοιπὸν ἀπεμόνωσαν τοὺς προσβληθέντας καὶ μεταξὺ αὐτῶν συνέβη ὁ θάνατος περὶ οὗ τὸ τηλεγράφημα τοῦ ἡμετέρου ἐν Παρισίοις ἀνταποκριτοῦ τοῦ «Σκρίπ». [1280, 543, 1569, 598]
ad-heading: ΕΙΔΙΚΟΣ ΙΑΤΡΟΣ [754, 1169, 864, 1186]
paragraph: ΠΑΡΙΣΙΟΙ, 27 Ἰουνίου. Τηλεγραφικῶς ἠγγέλθη εἰς τὴν Κυβέρνησιν ὅτι ἐν τῷ λοιμοκαθαρτηρίῳ Μασσαλίας ἐγένετο σήμερον νέον κροῦσμα βουβωνικῆς πανώλους. [1280, 303, 1569, 372]
paragraph: Ἐπιμεμελημένη καὶ ἐπιστημονικὴ ἐργασία. [984, 937, 1235, 952]
ad-subheading: Ἐκδότης [1090, 1422, 1144, 1437]
masthead-month: ΙΟΥΝΙΟΣ [55, 157, 112, 172]
signature: Δημήτριος Χ. Ἀποστολίδης [1080, 1309, 1257, 1324]
paragraph: Χθὲς τὴν πρωΐαν ἐν Κηφισιᾷ παρουσίᾳ τοῦ Δημάρχου, τοῦ μηχανικοῦ τοῦ Δήμου, ἐγένετο ἡ ἔναρξις τῶν ἔργων τῆς ὑδρεύσεως τῆς Κηφισιᾶς. Τὸ ὕδωρ αὐτὸ ἀνέρχεται εἰς 5 ὀκάδας περίπου. [663, 402, 955, 458]
paragraph: Ὁ Σπύρεδερ ἐν τούτοις θεωρεῖ ὅτι ὀφείλει νὰ βάλῃ πρὸ εἰς τὴν πυρῆνα ἐκ τοῦ κινδύνου πῶς αἱ Ἰταλικαὶ προθέσεις εἶνε ὕποπτοι εἰς τοὺς Ἀλβανούς. [1280, 1402, 1569, 1458]
paragraph: — Μετὰ 10 λεπτὰ κατόπιν ἔπαυεν ἡ βροχὴ καὶ θεαταὶ ἐπανήρχοντο. [47, 703, 338, 731]
headline-sub: ΑΡΘΡΟΝ ΤΟΥ ΑΡΧΗΓΟΥ [1343, 1188, 1506, 1205]
divider [355, 1423, 646, 1426]
paragraph: — Οἱ Ἀθηναῖοι εἰς ἄλλου αὐτὴν τὴν ἐποχὴν πολυπληθοῦσαν ἀπὸ ἄλλοτε ἐκδρόμουν εἰς τὰς ἐπαρχίας. [47, 1255, 338, 1297]
divider [972, 1347, 1263, 1350]
paragraph: ΕΞ ΑΡΤΗΣ. Ἐπικρατεῖ ἡ αὐτὸς δροσερὸς καὶ ὠφέλιμος καιρὸς διὰ τὴν σοδείαν. [47, 1785, 338, 1813]
paragraph: — Εἰς τὸ τέλος ἔφεραν ὅλοι ἀπὸ πλάγι ἀμβρέλλαν καὶ οὕτω δὲν ἠδύνατο νὰ ἰδῇ κανεὶς τί ἐγίνετο εἰς τὴν σκηνήν. [47, 737, 338, 779]
paragraph: Διὰ τοὺς συλλέκτας γραμματοσήμων ἀγγέλλεται εὐχάριστος εἴδησις. Τιθέμενον εἰς κυκλοφορίαν τῶν νέων γραμματοσήμων ἀπὸ τῆς προσεχοῦς Κυριακῆς (1 Ἰουλίου) ἐλευθεροῦται χάριν τῶν συλλεκτῶν τὴν εἰρημένων τῶν ἐν ἰσχύι ἀλλὰ ἀποσυρομένων ἐκ τῆς κυκλοφορίας γραμματοσήμων. [663, 612, 955, 709]
headline-sub: ΑΠ' ΕΥΘΕΙΑΣ [1393, 289, 1456, 300]
paragraph: — Ἐπὶ τέλους ἤρχισαν λειτουργοῦντα τὰ ἀργοστάσια τῶν πάγων. [47, 253, 338, 281]
paragraph: Δαμαλὶς πρόσφατος τοῦ Institut vaccinal de Paris. [972, 766, 1263, 795]
divider [972, 626, 1263, 629]
paragraph: Τὸ ἐλευθέρωσιν Σάββατον 30 τρέχοντος περὶ ὥραν 7 π. μ. τὸ σωματεῖον τῶν ἰχθυοπωλῶν εἰς τὸν ἱερὸν ναὸν τῶν Ἁγίων Ἀποστόλων, παρακαλεῖ τοὺς εἰς τὸ σωματεῖον ἀνήκοντας καὶ τοὺς ἐμπόρους νὰ παρευρεθῶσιν. [355, 1451, 646, 1520]
